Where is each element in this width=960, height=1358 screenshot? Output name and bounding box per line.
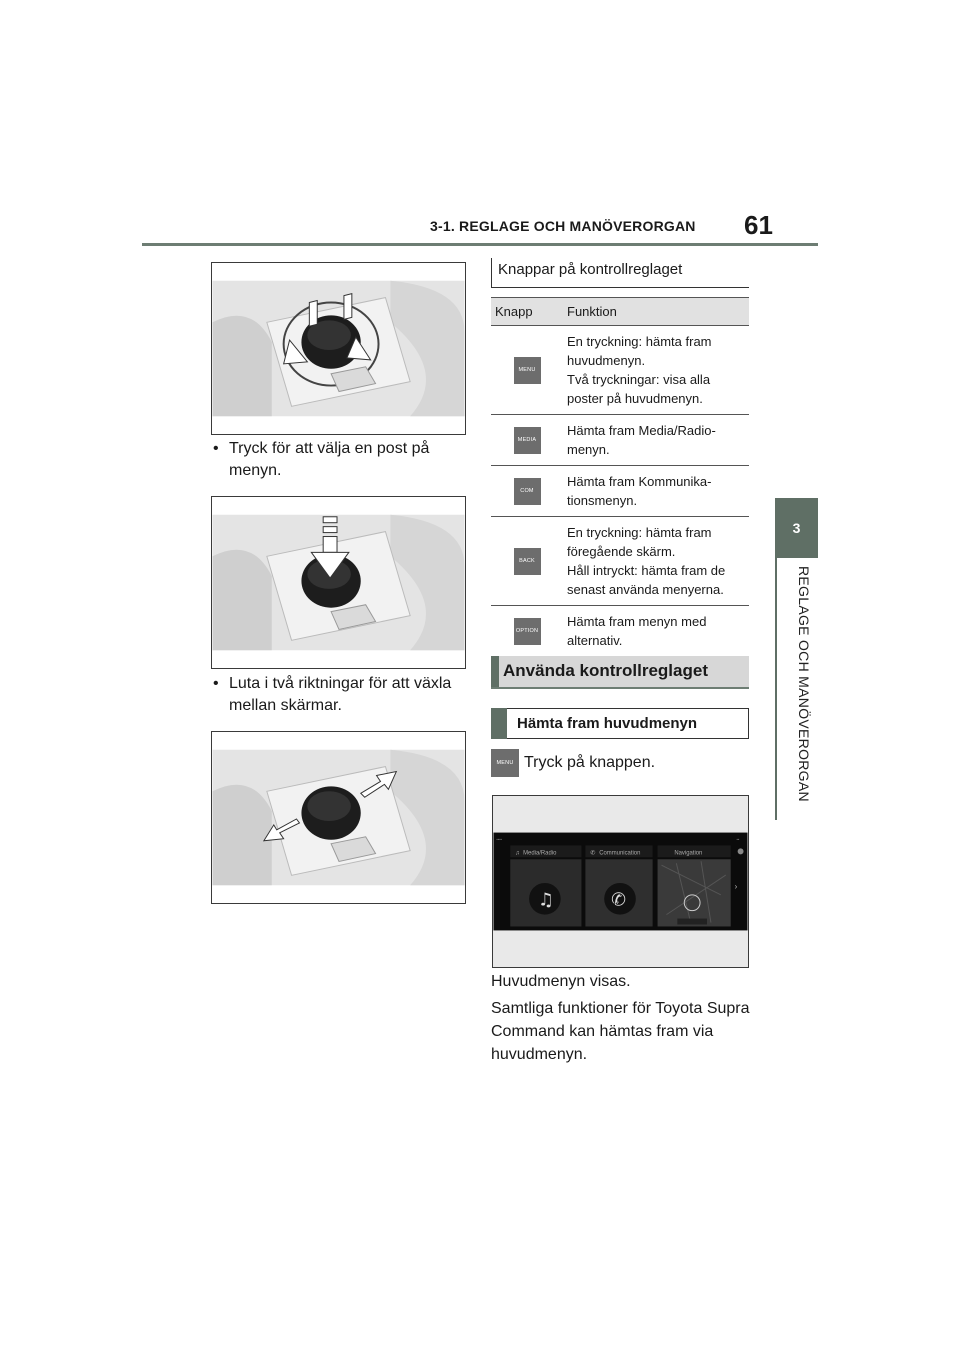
table-row xyxy=(491,326,749,415)
table-header-row xyxy=(491,298,749,326)
media-button-icon: MEDIA xyxy=(514,427,541,454)
svg-text:▪▪▪▪: ▪▪▪▪ xyxy=(496,836,503,842)
screen-tile-label: Media/Radio xyxy=(523,850,557,857)
bullet-item: • Tryck för att välja en post på menyn. xyxy=(213,438,468,482)
usage-section-heading: Använda kontrollreglaget xyxy=(491,656,749,689)
screen-tile-label: Communication xyxy=(599,850,641,857)
table-row xyxy=(491,415,749,466)
bullet-item: • Luta i två riktningar för att växla mellan skärmar. xyxy=(213,673,468,717)
back-button-icon: BACK xyxy=(514,548,541,575)
section-title: 3-1. REGLAGE OCH MANÖVERORGAN xyxy=(430,218,696,234)
column-header: Knapp xyxy=(491,298,563,326)
bullet-text: Tryck för att välja en post på menyn. xyxy=(229,440,430,479)
screen-tile-label: Navigation xyxy=(674,850,703,857)
menu-button-icon: MENU xyxy=(491,749,519,777)
function-cell: Hämta fram Media/Radio- menyn. xyxy=(563,415,749,466)
controller-press-illustration xyxy=(211,496,466,669)
function-cell: Hämta fram menyn med alternativ. xyxy=(563,606,749,657)
table-row xyxy=(491,466,749,517)
svg-text:▪▪: ▪▪ xyxy=(736,836,740,842)
buttons-table xyxy=(491,297,749,657)
result-text: Huvudmenyn visas. xyxy=(491,973,631,990)
function-cell: En tryckning: hämta fram huvudmenyn. Två tryckningar: visa alla poster på huvudmenyn. xyxy=(563,326,749,415)
controller-tilt-illustration xyxy=(211,731,466,904)
com-button-icon: COM xyxy=(514,478,541,505)
chapter-tab-number: 3 xyxy=(775,498,818,558)
bullet-text: Luta i två riktningar för att växla mellan skärmar. xyxy=(229,675,452,714)
buttons-section-title: Knappar på kontrollreglaget xyxy=(491,258,749,288)
table-row xyxy=(491,517,749,606)
step-instruction: MENU Tryck på knappen. xyxy=(491,749,655,777)
page-number: 61 xyxy=(744,210,773,240)
header-rule xyxy=(142,243,818,246)
svg-text:✆: ✆ xyxy=(590,849,596,857)
column-header: Funktion xyxy=(563,298,749,326)
chapter-tab-label: REGLAGE OCH MANÖVERORGAN xyxy=(796,566,812,802)
svg-text:✆: ✆ xyxy=(611,889,627,911)
function-cell: En tryckning: hämta fram föregående skärm. Håll intryckt: hämta fram de senast använda menyerna. xyxy=(563,517,749,606)
table-row xyxy=(491,606,749,657)
function-cell: Hämta fram Kommunika- tionsmenyn. xyxy=(563,466,749,517)
svg-text:♫: ♫ xyxy=(537,889,554,911)
svg-text:›: › xyxy=(734,881,738,891)
main-menu-screen-illustration xyxy=(492,795,749,968)
note-text: Samtliga funktioner för Toyota Supra Command kan hämtas fram via huvudmenyn. xyxy=(491,1000,750,1063)
svg-text:♫: ♫ xyxy=(515,850,520,857)
usage-subheading: Hämta fram huvudmenyn xyxy=(491,708,749,739)
option-button-icon: OPTION xyxy=(514,618,541,645)
menu-button-icon: MENU xyxy=(514,357,541,384)
controller-rotate-illustration xyxy=(211,262,466,435)
